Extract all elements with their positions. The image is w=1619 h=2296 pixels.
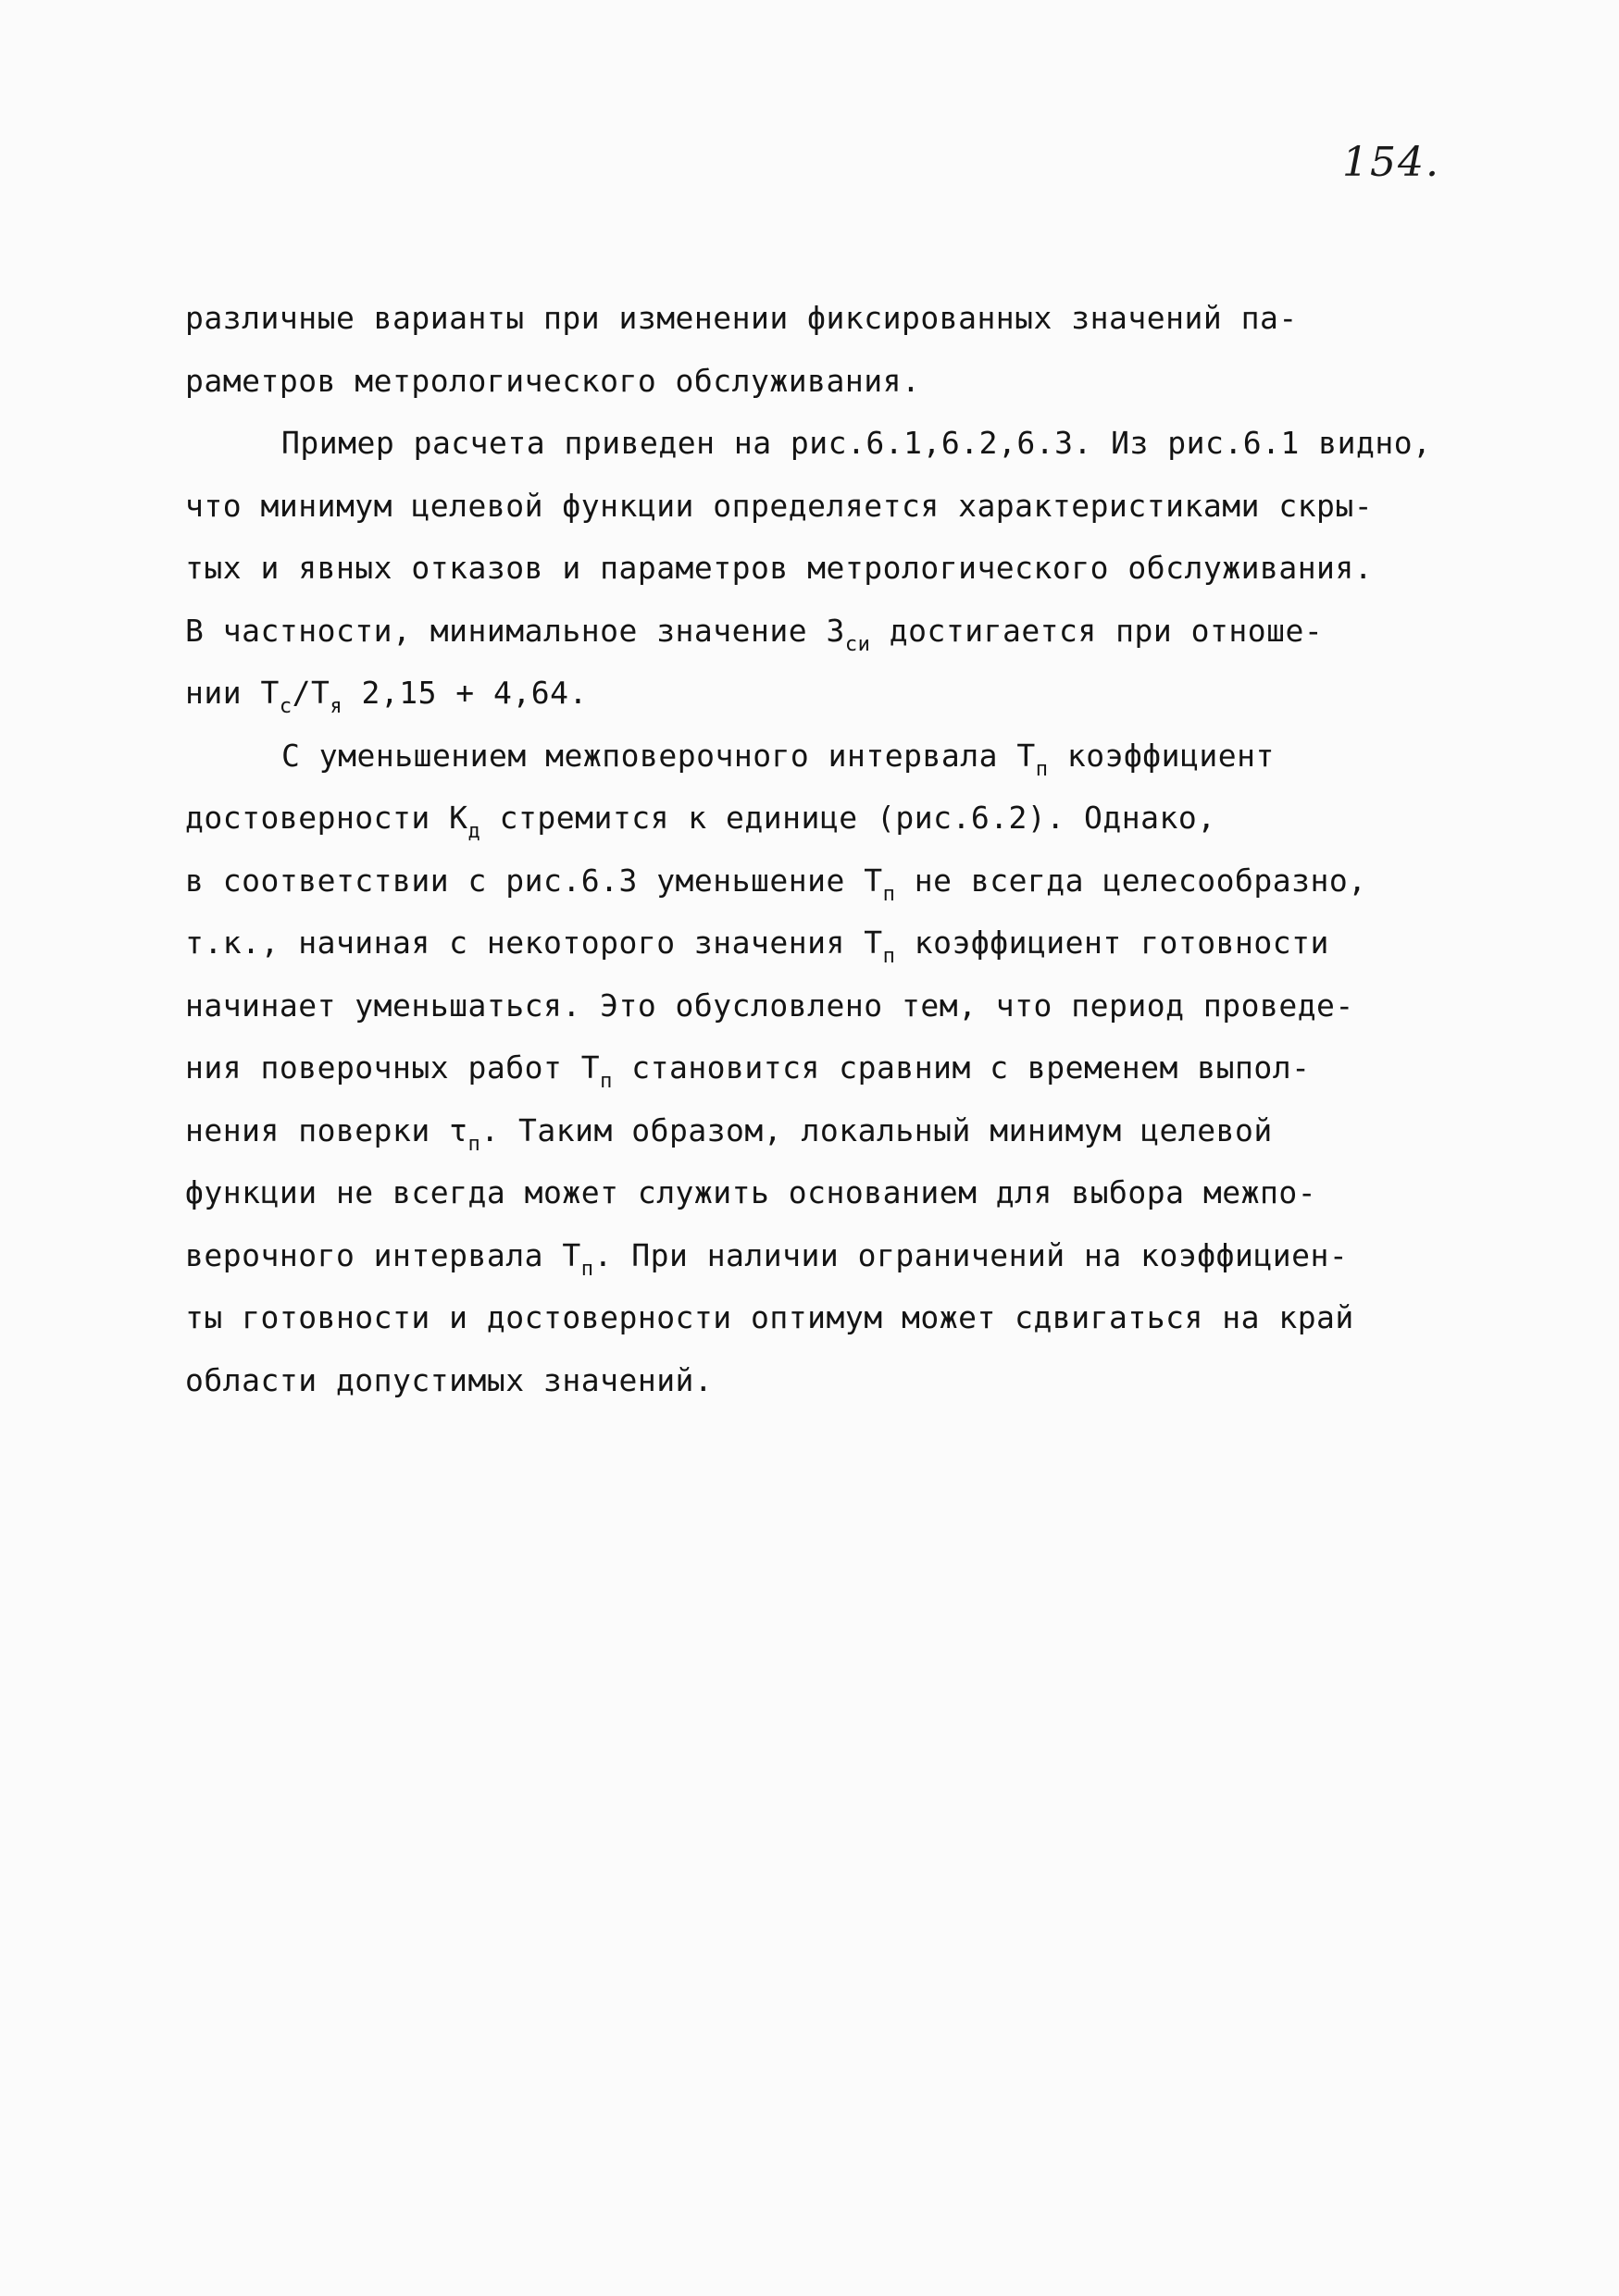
text-run: различные варианты при изменении фиксированных значений па- [185,300,1298,336]
text-line [185,787,1444,850]
text-run: нии Т [185,675,280,711]
text-line [185,662,1444,725]
text-line [185,412,1444,475]
text-run: . Таким образом, локальный минимум целевой [480,1111,1273,1148]
text-line [185,1349,1444,1412]
subscript: я [330,695,343,718]
subscript: си [844,632,871,656]
text-run: τ [449,1111,468,1148]
paragraph [185,412,1444,725]
text-run: раметров метрологического обслуживания. [185,362,921,399]
paragraph [185,287,1444,412]
text-run: не всегда целесообразно, [895,862,1367,899]
text-line [185,600,1444,663]
text-run: 2,15 + 4,64. [342,675,588,711]
text-line [185,1099,1444,1162]
text-line [185,725,1444,788]
text-run: достоверности К [185,800,468,836]
text-run: стремится к единице (рис.6.2). Однако, [480,800,1216,836]
text-run: В частности, минимальное значение З [185,612,845,649]
text-run: коэффициент [1048,737,1275,774]
text-line [185,1036,1444,1099]
subscript: д [467,820,481,843]
subscript: с [279,695,293,718]
text-run: ния поверочных работ Т [185,1049,601,1086]
text-run: начинает уменьшаться. Это обусловлено тем, что период проведе- [185,987,1354,1024]
subscript: п [580,1257,594,1281]
text-line [185,974,1444,1037]
text-run: достигается при отноше- [870,612,1324,649]
text-run: ты готовности и достоверности оптимум может сдвигаться на край [185,1299,1354,1335]
text-line [185,850,1444,912]
text-line [185,475,1444,538]
subscript: п [467,1132,481,1156]
document-body [185,287,1444,1411]
text-run: верочного интервала Т [185,1236,581,1273]
text-line [185,1224,1444,1287]
text-run: нения поверки [185,1111,450,1148]
text-run: т.к., начиная с некоторого значения Т [185,925,883,961]
text-run: в соответствии с рис.6.3 уменьшение Т [185,862,883,899]
subscript: п [882,945,896,968]
text-run: что минимум целевой функции определяется характеристиками скры- [185,487,1374,524]
text-line [185,287,1444,350]
text-line [185,537,1444,600]
text-line [185,912,1444,974]
text-line [185,350,1444,413]
text-run: области допустимых значений. [185,1361,714,1398]
text-line [185,1161,1444,1224]
paragraph [185,725,1444,1412]
text-run: становится сравним с временем выпол- [612,1049,1311,1086]
text-run: коэффициент готовности [895,925,1329,961]
subscript: п [882,882,896,906]
text-run: функции не всегда может служить основанием для выбора межпо- [185,1174,1317,1210]
page-number: 154. [1342,139,1440,186]
text-run: /Т [292,675,330,711]
text-line [185,1286,1444,1349]
text-run: С уменьшением межповерочного интервала Т [281,737,1036,774]
text-run: тых и явных отказов и параметров метрологического обслуживания. [185,550,1374,586]
text-run: Пример расчета приведен на рис.6.1,6.2,6.3. Из рис.6.1 видно, [281,425,1432,461]
text-run: . При наличии ограничений на коэффициен- [593,1236,1349,1273]
subscript: п [600,1070,613,1093]
subscript: п [1035,757,1049,781]
